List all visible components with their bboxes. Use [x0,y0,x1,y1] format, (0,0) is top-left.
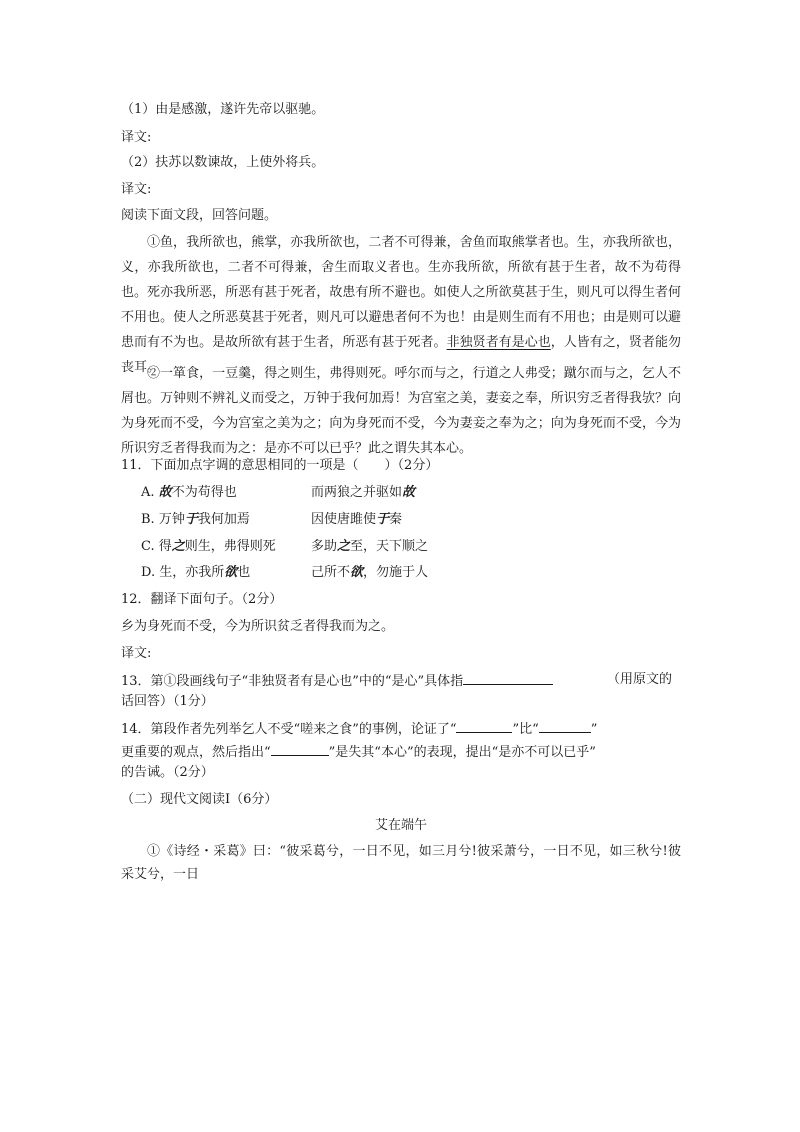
answer-blank[interactable] [456,718,512,733]
passage-paragraph-1 [121,230,681,380]
translation-label-1: 译文: [121,130,152,145]
section-2-heading: （二）现代文阅读Ⅰ（6分） [121,792,278,807]
option-d [141,563,250,583]
translation-label-3: 译文: [121,646,152,661]
dotted-character: 故 [402,485,416,500]
question-13-line-1: 13．第①段画线句子“非独贤者有是心也”中的“是心”具体指 [121,670,553,692]
question-14-line-1: 14．第段作者先列举乞人不受“嗟来之食”的事例，论证了“ ”比“ ” [121,718,597,740]
question-14-line-3: 的告诫。（2分） [121,765,214,780]
option-letter: B. [141,512,155,527]
option-c [141,537,276,557]
question-14-line-2: 更重要的观点，然后指出“ ”是失其“本心”的表现，提出“是亦不可以已乎” [121,741,596,763]
question-2-sentence: （2）扶苏以数谏故，上使外将兵。 [121,155,325,170]
question-13-line-2: 话回答）（1分） [121,694,214,709]
option-a [141,483,237,503]
question-13-note: （用原文的 [607,672,673,687]
option-left-phrase: 生，亦我所欲也 [159,565,251,580]
passage-2-text: ②一箪食，一豆羹，得之则生，弗得则死。呼尔而与之，行道之人弗受；蹴尔而与之，乞人不屑也。万钟则不辨礼义而受之，万钟于我何加焉！为宫室之美，妻妾之奉，所识穷乏者得我欤？向为身死而不受，今为宫室之美为之；向为身死而不受，今为妻妾之奉为之；向为身死而不受，今为所识穷乏者得我而为之：是亦不可以已乎？此之谓失其本心。 [121,366,681,456]
dotted-character: 欲 [350,565,364,580]
option-d-right: 己所不欲，勿施于人 [311,565,429,580]
dotted-character: 之 [337,539,351,554]
option-letter: A. [141,485,155,500]
dotted-character: 之 [171,539,185,554]
passage-1-ending: ，人皆有之，贤者能勿丧耳。 [121,335,681,375]
passage-paragraph-2 [121,361,681,461]
option-b [141,510,250,530]
dotted-character: 于 [376,512,390,527]
question-12-stem: 12．翻译下面句子。（2分） [121,592,283,607]
answer-blank[interactable] [463,670,553,685]
option-letter: C. [141,539,155,554]
option-left-phrase: 万钟于我何加焉 [158,512,250,527]
question-1-sentence: （1）由是感激，遂许先帝以驱驰。 [121,102,325,117]
answer-blank[interactable] [539,718,591,733]
option-letter: D. [141,565,156,580]
passage-1-text: ①鱼，我所欲也，熊掌，亦我所欲也，二者不可得兼，舍鱼而取熊掌者也。生，亦我所欲也，义，亦我所欲也，二者不可得兼，舍生而取义者也。生亦我所欲，所欲有甚于生者，故不为苟得也。死亦我所恶，所恶有甚于死者，故患有所不避也。如使人之所欲莫甚于生，则凡可以得生者何不用也。使人之所恶莫甚于死者，则凡可以避患者何不为也！由是则生而有不用也；由是则可以避患而有不为也。是故所欲有甚于生者，所恶有甚于死者。 [121,235,681,350]
option-b-right: 因使唐雎使于秦 [311,512,403,527]
underlined-sentence: 非独贤者有是心也 [446,335,551,350]
option-c-right: 多助之至，天下顺之 [311,539,429,554]
article-title: 艾在端午 [374,818,427,833]
dotted-character: 于 [184,512,198,527]
answer-blank[interactable] [271,741,329,756]
dotted-character: 故 [158,485,172,500]
option-a-right: 而两狼之并驱如故 [311,485,416,500]
article-paragraph-1: ①《诗经・采葛》曰：“彼采葛兮，一日不见，如三月兮!彼采萧兮，一日不见，如三秋兮!彼采艾兮，一日 [121,844,681,882]
dotted-character: 欲 [224,565,238,580]
option-left-phrase: 得之则生，弗得则死 [158,539,276,554]
question-12-sentence: 乡为身死而不受，今为所识贫乏者得我而为之。 [121,619,395,634]
translation-label-2: 译文: [121,182,152,197]
question-11-stem: 11．下面加点字调的意思相同的一项是（ ）（2分） [121,458,439,473]
option-left-phrase: 故不为苟得也 [158,485,237,500]
reading-instruction: 阅读下面文段，回答问题。 [121,208,278,223]
